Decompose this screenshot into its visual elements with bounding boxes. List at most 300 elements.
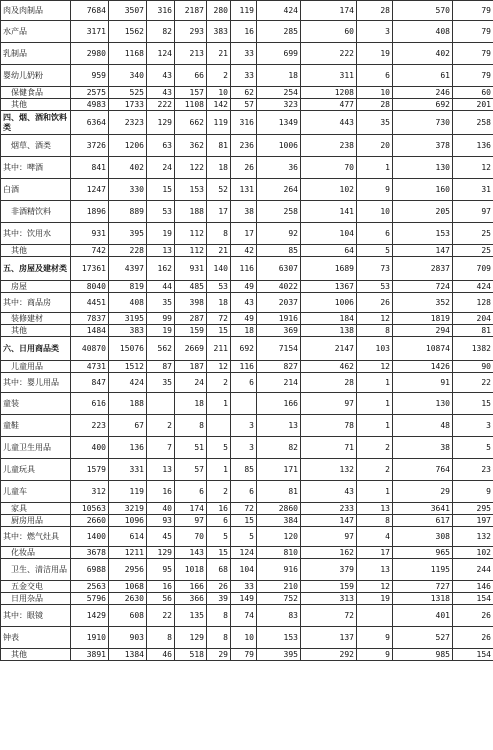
cell-value: 57	[175, 459, 207, 481]
cell-value: 959	[71, 65, 109, 87]
cell-value: 159	[175, 325, 207, 337]
cell-value: 154	[453, 593, 493, 605]
cell-value: 57	[231, 99, 257, 111]
cell-value: 2187	[175, 1, 207, 21]
cell-value: 205	[393, 201, 453, 223]
row-label-text: 厨房用品	[11, 515, 43, 525]
row-label-text: 五、房屋及建材类	[3, 263, 67, 273]
cell-value: 4983	[71, 99, 109, 111]
row-label	[1, 649, 71, 661]
row-label-text: 六、日用商品类	[3, 343, 59, 353]
row-label-text: 非酒精饮料	[11, 206, 51, 216]
cell-value: 13	[257, 415, 301, 437]
cell-value: 147	[301, 515, 357, 527]
row-label-text: 钟表	[3, 632, 19, 642]
cell-value: 141	[301, 201, 357, 223]
cell-value: 130	[393, 157, 453, 179]
cell-value: 236	[231, 135, 257, 157]
table-row	[1, 459, 493, 481]
cell-value: 8	[147, 627, 175, 649]
row-label-text: 其中：婴儿用品	[3, 377, 59, 387]
table-row	[1, 281, 493, 293]
row-label	[1, 481, 71, 503]
cell-value: 1018	[175, 559, 207, 581]
cell-value: 15	[207, 547, 231, 559]
row-label	[1, 179, 71, 201]
cell-value: 16	[231, 21, 257, 43]
row-label-text: 其中：啤酒	[3, 162, 43, 172]
cell-value: 91	[393, 373, 453, 393]
row-label-text: 白酒	[3, 184, 19, 194]
cell-value: 153	[257, 627, 301, 649]
cell-value: 18	[175, 393, 207, 415]
cell-value: 70	[301, 157, 357, 179]
cell-value: 29	[393, 481, 453, 503]
cell-value: 395	[109, 223, 147, 245]
row-label-text: 童装	[3, 398, 19, 408]
cell-value: 60	[453, 87, 493, 99]
cell-value: 2	[207, 481, 231, 503]
cell-value: 153	[175, 179, 207, 201]
row-label	[1, 99, 71, 111]
table-row	[1, 87, 493, 99]
cell-value: 378	[393, 135, 453, 157]
row-label	[1, 437, 71, 459]
cell-value: 36	[257, 157, 301, 179]
cell-value: 6364	[71, 111, 109, 135]
row-label-text: 四、烟、酒和饮料类	[3, 112, 67, 132]
table-row	[1, 245, 493, 257]
cell-value: 819	[109, 281, 147, 293]
cell-value	[147, 393, 175, 415]
cell-value: 402	[109, 157, 147, 179]
cell-value: 187	[175, 361, 207, 373]
cell-value: 25	[453, 245, 493, 257]
table-row	[1, 1, 493, 21]
cell-value: 45	[147, 527, 175, 547]
cell-value: 3	[231, 437, 257, 459]
cell-value: 752	[257, 593, 301, 605]
cell-value: 518	[175, 649, 207, 661]
row-label-text: 卫生、清洁用品	[11, 564, 67, 574]
cell-value: 1206	[109, 135, 147, 157]
cell-value: 147	[393, 245, 453, 257]
cell-value: 85	[231, 459, 257, 481]
cell-value: 74	[231, 605, 257, 627]
cell-value: 53	[207, 281, 231, 293]
cell-value: 28	[301, 373, 357, 393]
cell-value: 742	[71, 245, 109, 257]
row-label-text: 其他	[11, 99, 27, 109]
row-label	[1, 393, 71, 415]
cell-value: 264	[257, 179, 301, 201]
table-row	[1, 223, 493, 245]
row-label-text: 肉及肉制品	[3, 5, 43, 15]
cell-value: 1579	[71, 459, 109, 481]
cell-value: 9	[357, 179, 393, 201]
cell-value: 119	[207, 111, 231, 135]
cell-value: 10563	[71, 503, 109, 515]
row-label	[1, 559, 71, 581]
cell-value: 1349	[257, 111, 301, 135]
cell-value: 985	[393, 649, 453, 661]
cell-value: 889	[109, 201, 147, 223]
cell-value: 97	[453, 201, 493, 223]
cell-value: 727	[393, 581, 453, 593]
cell-value: 1211	[109, 547, 147, 559]
table-row	[1, 559, 493, 581]
cell-value	[231, 393, 257, 415]
cell-value: 1006	[257, 135, 301, 157]
cell-value: 17	[357, 547, 393, 559]
cell-value: 210	[257, 581, 301, 593]
cell-value: 395	[257, 649, 301, 661]
cell-value: 223	[71, 415, 109, 437]
row-label	[1, 373, 71, 393]
row-label	[1, 201, 71, 223]
cell-value: 308	[393, 527, 453, 547]
cell-value: 83	[257, 605, 301, 627]
cell-value: 153	[393, 223, 453, 245]
cell-value: 201	[453, 99, 493, 111]
cell-value: 40	[147, 503, 175, 515]
cell-value: 116	[231, 257, 257, 281]
cell-value: 60	[301, 21, 357, 43]
cell-value: 280	[207, 1, 231, 21]
cell-value: 21	[207, 245, 231, 257]
cell-value: 18	[207, 293, 231, 313]
cell-value: 138	[301, 325, 357, 337]
row-label-text: 乳制品	[3, 48, 27, 58]
table-row	[1, 373, 493, 393]
cell-value: 13	[147, 245, 175, 257]
cell-value: 19	[357, 593, 393, 605]
cell-value: 124	[147, 43, 175, 65]
cell-value: 1247	[71, 179, 109, 201]
cell-value: 72	[231, 503, 257, 515]
cell-value: 20	[357, 135, 393, 157]
cell-value: 33	[231, 43, 257, 65]
cell-value: 285	[257, 21, 301, 43]
cell-value: 931	[175, 257, 207, 281]
cell-value: 82	[147, 21, 175, 43]
cell-value: 81	[453, 325, 493, 337]
table-row	[1, 581, 493, 593]
table-row	[1, 99, 493, 111]
row-label	[1, 313, 71, 325]
cell-value: 18	[257, 65, 301, 87]
cell-value: 2837	[393, 257, 453, 281]
cell-value: 26	[207, 581, 231, 593]
cell-value: 12	[357, 313, 393, 325]
cell-value: 525	[109, 87, 147, 99]
cell-value: 29	[207, 649, 231, 661]
cell-value: 3195	[109, 313, 147, 325]
cell-value: 13	[357, 503, 393, 515]
cell-value: 162	[147, 257, 175, 281]
cell-value: 614	[109, 527, 147, 547]
row-label-text: 水产品	[3, 26, 27, 36]
cell-value: 79	[453, 21, 493, 43]
cell-value: 132	[453, 527, 493, 547]
cell-value: 3641	[393, 503, 453, 515]
cell-value: 827	[257, 361, 301, 373]
cell-value: 462	[301, 361, 357, 373]
row-label	[1, 605, 71, 627]
cell-value: 3507	[109, 1, 147, 21]
cell-value: 51	[175, 437, 207, 459]
cell-value: 67	[109, 415, 147, 437]
row-label	[1, 547, 71, 559]
table-row	[1, 627, 493, 649]
table-body	[1, 1, 493, 661]
row-label-text: 其中：饮用水	[3, 228, 51, 238]
cell-value: 10874	[393, 337, 453, 361]
row-label-text: 日用杂品	[11, 593, 43, 603]
cell-value: 2	[207, 373, 231, 393]
cell-value: 295	[453, 503, 493, 515]
cell-value: 42	[231, 245, 257, 257]
cell-value: 8	[207, 605, 231, 627]
row-label-text: 五金交电	[11, 581, 43, 591]
table-row	[1, 547, 493, 559]
cell-value: 293	[175, 21, 207, 43]
row-label	[1, 581, 71, 593]
row-label-text: 其他	[11, 649, 27, 659]
row-label	[1, 43, 71, 65]
cell-value: 246	[393, 87, 453, 99]
cell-value: 5	[453, 437, 493, 459]
cell-value: 104	[231, 559, 257, 581]
row-label-text: 其中：商品房	[3, 297, 51, 307]
cell-value: 79	[453, 43, 493, 65]
cell-value: 1	[357, 393, 393, 415]
cell-value: 49	[231, 281, 257, 293]
cell-value: 401	[393, 605, 453, 627]
cell-value: 162	[301, 547, 357, 559]
cell-value: 7684	[71, 1, 109, 21]
cell-value: 204	[453, 313, 493, 325]
cell-value: 616	[71, 393, 109, 415]
cell-value: 18	[207, 157, 231, 179]
table-row	[1, 361, 493, 373]
cell-value: 70	[175, 527, 207, 547]
table-row	[1, 481, 493, 503]
cell-value: 171	[257, 459, 301, 481]
cell-value: 160	[393, 179, 453, 201]
cell-value: 1	[357, 415, 393, 437]
cell-value: 2956	[109, 559, 147, 581]
row-label	[1, 135, 71, 157]
cell-value: 3678	[71, 547, 109, 559]
cell-value: 233	[301, 503, 357, 515]
cell-value: 104	[301, 223, 357, 245]
cell-value: 7837	[71, 313, 109, 325]
row-label	[1, 293, 71, 313]
table-row	[1, 21, 493, 43]
cell-value: 6307	[257, 257, 301, 281]
cell-value: 477	[301, 99, 357, 111]
cell-value: 383	[207, 21, 231, 43]
cell-value: 26	[357, 293, 393, 313]
cell-value: 312	[71, 481, 109, 503]
cell-value: 8	[207, 223, 231, 245]
table-row	[1, 503, 493, 515]
cell-value: 5796	[71, 593, 109, 605]
cell-value: 366	[175, 593, 207, 605]
cell-value: 1208	[301, 87, 357, 99]
table-row	[1, 157, 493, 179]
table-row	[1, 65, 493, 87]
cell-value: 63	[147, 135, 175, 157]
cell-value: 78	[301, 415, 357, 437]
cell-value: 213	[175, 43, 207, 65]
cell-value: 764	[393, 459, 453, 481]
cell-value: 112	[175, 223, 207, 245]
cell-value: 1426	[393, 361, 453, 373]
cell-value: 19	[147, 223, 175, 245]
cell-value: 9	[357, 649, 393, 661]
row-label-text: 房屋	[11, 281, 27, 291]
cell-value: 17	[231, 223, 257, 245]
cell-value: 2	[357, 437, 393, 459]
cell-value: 166	[257, 393, 301, 415]
cell-value: 6	[357, 223, 393, 245]
cell-value: 8	[357, 515, 393, 527]
cell-value: 211	[207, 337, 231, 361]
row-label	[1, 111, 71, 135]
cell-value: 323	[257, 99, 301, 111]
cell-value: 2	[147, 415, 175, 437]
row-label	[1, 157, 71, 179]
cell-value: 699	[257, 43, 301, 65]
cell-value: 2323	[109, 111, 147, 135]
cell-value: 19	[147, 325, 175, 337]
row-label-text: 儿童车	[3, 486, 27, 496]
row-label	[1, 415, 71, 437]
row-label	[1, 627, 71, 649]
cell-value: 424	[109, 373, 147, 393]
cell-value: 570	[393, 1, 453, 21]
cell-value: 527	[393, 627, 453, 649]
cell-value: 238	[301, 135, 357, 157]
cell-value: 316	[231, 111, 257, 135]
cell-value: 131	[231, 179, 257, 201]
cell-value: 1	[207, 393, 231, 415]
cell-value: 43	[147, 87, 175, 99]
cell-value: 90	[453, 361, 493, 373]
row-label	[1, 87, 71, 99]
table-row	[1, 179, 493, 201]
cell-value: 13	[357, 559, 393, 581]
cell-value: 3219	[109, 503, 147, 515]
cell-value: 16	[207, 503, 231, 515]
row-label-text: 其他	[11, 325, 27, 335]
cell-value: 116	[231, 361, 257, 373]
cell-value: 4451	[71, 293, 109, 313]
cell-value: 174	[175, 503, 207, 515]
cell-value: 79	[231, 649, 257, 661]
cell-value: 99	[147, 313, 175, 325]
cell-value: 10	[357, 87, 393, 99]
row-label	[1, 245, 71, 257]
cell-value: 3891	[71, 649, 109, 661]
cell-value: 15	[453, 393, 493, 415]
cell-value: 97	[175, 515, 207, 527]
cell-value: 35	[357, 111, 393, 135]
table-row	[1, 393, 493, 415]
cell-value: 9	[357, 627, 393, 649]
cell-value: 26	[453, 605, 493, 627]
cell-value: 124	[231, 547, 257, 559]
cell-value: 6	[231, 481, 257, 503]
cell-value: 352	[393, 293, 453, 313]
cell-value: 26	[231, 157, 257, 179]
cell-value: 23	[453, 459, 493, 481]
cell-value: 424	[453, 281, 493, 293]
cell-value: 254	[257, 87, 301, 99]
cell-value: 1168	[109, 43, 147, 65]
cell-value: 244	[453, 559, 493, 581]
cell-value	[357, 605, 393, 627]
cell-value: 85	[257, 245, 301, 257]
cell-value: 72	[207, 313, 231, 325]
cell-value: 146	[453, 581, 493, 593]
cell-value: 1484	[71, 325, 109, 337]
cell-value: 35	[147, 293, 175, 313]
cell-value: 1108	[175, 99, 207, 111]
table-row	[1, 527, 493, 547]
cell-value: 287	[175, 313, 207, 325]
cell-value: 71	[301, 437, 357, 459]
cell-value: 87	[147, 361, 175, 373]
table-row	[1, 415, 493, 437]
cell-value: 5	[207, 527, 231, 547]
cell-value: 166	[175, 581, 207, 593]
cell-value: 1318	[393, 593, 453, 605]
cell-value: 128	[453, 293, 493, 313]
table-row	[1, 43, 493, 65]
cell-value: 95	[147, 559, 175, 581]
row-label-text: 其中：燃气灶具	[3, 531, 59, 541]
cell-value: 4022	[257, 281, 301, 293]
cell-value: 15	[231, 515, 257, 527]
cell-value: 25	[453, 223, 493, 245]
cell-value: 1562	[109, 21, 147, 43]
row-label-text: 化妆品	[11, 547, 35, 557]
cell-value: 2980	[71, 43, 109, 65]
cell-value: 313	[301, 593, 357, 605]
cell-value: 222	[301, 43, 357, 65]
cell-value: 40870	[71, 337, 109, 361]
cell-value: 43	[301, 481, 357, 503]
cell-value: 1367	[301, 281, 357, 293]
row-label	[1, 65, 71, 87]
row-label	[1, 503, 71, 515]
cell-value: 4731	[71, 361, 109, 373]
cell-value: 931	[71, 223, 109, 245]
cell-value: 2630	[109, 593, 147, 605]
cell-value: 5	[357, 245, 393, 257]
cell-value: 2660	[71, 515, 109, 527]
cell-value: 43	[231, 293, 257, 313]
cell-value: 408	[393, 21, 453, 43]
cell-value: 39	[207, 593, 231, 605]
cell-value: 72	[301, 605, 357, 627]
cell-value: 137	[301, 627, 357, 649]
cell-value: 16	[147, 581, 175, 593]
table-row	[1, 515, 493, 527]
